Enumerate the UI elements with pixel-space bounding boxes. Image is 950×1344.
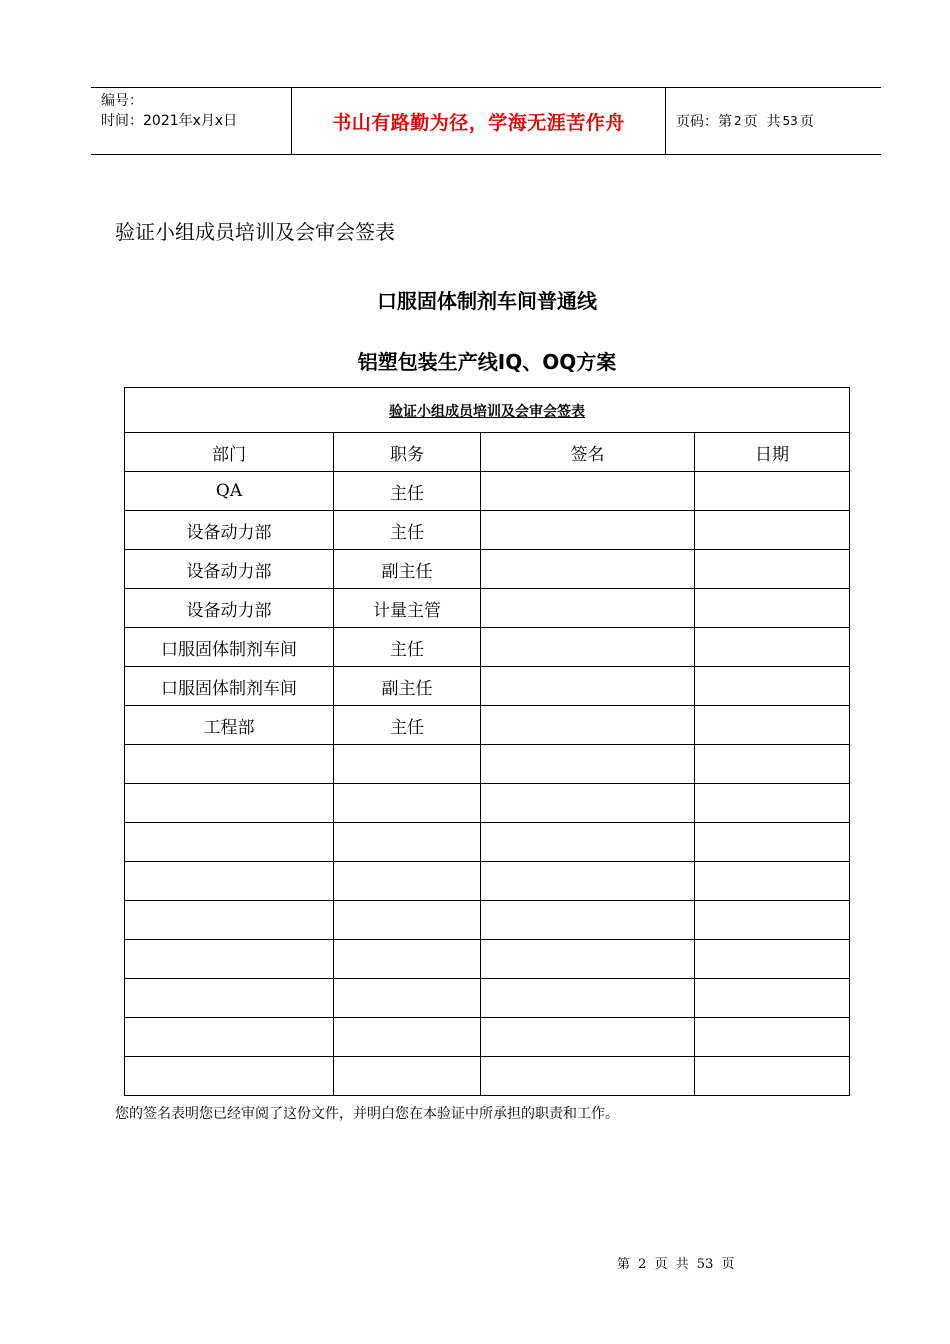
table-row: [125, 628, 850, 667]
cell-position: [334, 979, 481, 1018]
table-row: [125, 706, 850, 745]
cell-position: 主任: [334, 706, 481, 745]
header-cell-department: 部门: [125, 433, 334, 472]
cell-department: [125, 901, 334, 940]
cell-date[interactable]: [695, 550, 850, 589]
table-caption-row: [125, 388, 850, 433]
cell-position: [334, 901, 481, 940]
signature-note: 您的签名表明您已经审阅了这份文件，并明白您在本验证中所承担的职责和工作。: [115, 1106, 619, 1122]
header-cell-signature: 签名: [481, 433, 695, 472]
header-cell-date: 日期: [695, 433, 850, 472]
table-row: [125, 550, 850, 589]
table-row: [125, 862, 850, 901]
cell-date[interactable]: [695, 628, 850, 667]
page-total: 53: [782, 114, 798, 128]
cell-date[interactable]: [695, 784, 850, 823]
table-row: [125, 1057, 850, 1096]
cell-signature[interactable]: [481, 940, 695, 979]
table-row: [125, 667, 850, 706]
cell-department: [125, 745, 334, 784]
cell-date[interactable]: [695, 472, 850, 511]
cell-date[interactable]: [695, 940, 850, 979]
table-row: [125, 589, 850, 628]
cell-date[interactable]: [695, 1018, 850, 1057]
cell-signature[interactable]: [481, 745, 695, 784]
cell-signature[interactable]: [481, 784, 695, 823]
table-row: [125, 823, 850, 862]
cell-signature[interactable]: [481, 706, 695, 745]
cell-signature[interactable]: [481, 979, 695, 1018]
cell-date[interactable]: [695, 511, 850, 550]
cell-department: 口服固体制剂车间: [125, 667, 334, 706]
cell-position: 主任: [334, 628, 481, 667]
table-header-row: [125, 433, 850, 472]
cell-position: [334, 862, 481, 901]
header-meta: [91, 88, 292, 154]
sign-off-table: [124, 387, 850, 1096]
page-header: [91, 87, 881, 155]
subtitle-line-1: 口服固体制剂车间普通线: [377, 289, 597, 313]
cell-signature[interactable]: [481, 472, 695, 511]
cell-position: 副主任: [334, 667, 481, 706]
cell-department: [125, 979, 334, 1018]
page-footer: 第 2 页 共 53 页: [617, 1257, 735, 1272]
cell-position: [334, 784, 481, 823]
table-row: [125, 940, 850, 979]
page-prefix: 页码：第: [676, 114, 732, 130]
table-row: [125, 901, 850, 940]
cell-position: 计量主管: [334, 589, 481, 628]
cell-position: 主任: [334, 472, 481, 511]
cell-department: [125, 823, 334, 862]
cell-date[interactable]: [695, 979, 850, 1018]
cell-position: 主任: [334, 511, 481, 550]
cell-signature[interactable]: [481, 550, 695, 589]
cell-department: 口服固体制剂车间: [125, 628, 334, 667]
cell-signature[interactable]: [481, 823, 695, 862]
cell-signature[interactable]: [481, 589, 695, 628]
cell-signature[interactable]: [481, 1057, 695, 1096]
table-row: [125, 511, 850, 550]
code-label: 编号：: [101, 93, 143, 109]
cell-date[interactable]: [695, 1057, 850, 1096]
cell-date[interactable]: [695, 589, 850, 628]
cell-signature[interactable]: [481, 1018, 695, 1057]
cell-position: [334, 823, 481, 862]
header-motto: 书山有路勤为径，学海无涯苦作舟: [292, 88, 666, 154]
subtitle-line-2: 铝塑包装生产线IQ、OQ方案: [357, 350, 617, 374]
cell-position: [334, 1057, 481, 1096]
cell-date[interactable]: [695, 901, 850, 940]
table-row: [125, 1018, 850, 1057]
cell-date[interactable]: [695, 862, 850, 901]
cell-department: [125, 862, 334, 901]
cell-signature[interactable]: [481, 862, 695, 901]
header-cell-position: 职务: [334, 433, 481, 472]
page-num: 2: [734, 114, 742, 128]
document-title: 验证小组成员培训及会审会签表: [115, 220, 395, 244]
cell-position: 副主任: [334, 550, 481, 589]
table-caption-cell: [125, 388, 850, 433]
cell-department: [125, 1057, 334, 1096]
cell-department: 工程部: [125, 706, 334, 745]
cell-department: 设备动力部: [125, 550, 334, 589]
table-row: [125, 784, 850, 823]
cell-department: [125, 1018, 334, 1057]
cell-department: QA: [125, 472, 334, 511]
cell-department: [125, 940, 334, 979]
cell-position: [334, 1018, 481, 1057]
cell-date[interactable]: [695, 667, 850, 706]
table-row: [125, 745, 850, 784]
table-caption: 验证小组成员培训及会审会签表: [389, 404, 585, 420]
date-label: 时间：2021年x月x日: [101, 113, 238, 129]
table-row: [125, 979, 850, 1018]
cell-signature[interactable]: [481, 901, 695, 940]
cell-date[interactable]: [695, 823, 850, 862]
page-mid: 页 共: [743, 114, 781, 130]
page-suffix: 页: [799, 114, 814, 130]
cell-signature[interactable]: [481, 511, 695, 550]
cell-signature[interactable]: [481, 667, 695, 706]
header-page-number: [666, 88, 881, 154]
cell-signature[interactable]: [481, 628, 695, 667]
cell-department: 设备动力部: [125, 511, 334, 550]
cell-department: [125, 784, 334, 823]
cell-department: 设备动力部: [125, 589, 334, 628]
table-row: [125, 472, 850, 511]
cell-date[interactable]: [695, 706, 850, 745]
cell-date[interactable]: [695, 745, 850, 784]
cell-position: [334, 745, 481, 784]
cell-position: [334, 940, 481, 979]
